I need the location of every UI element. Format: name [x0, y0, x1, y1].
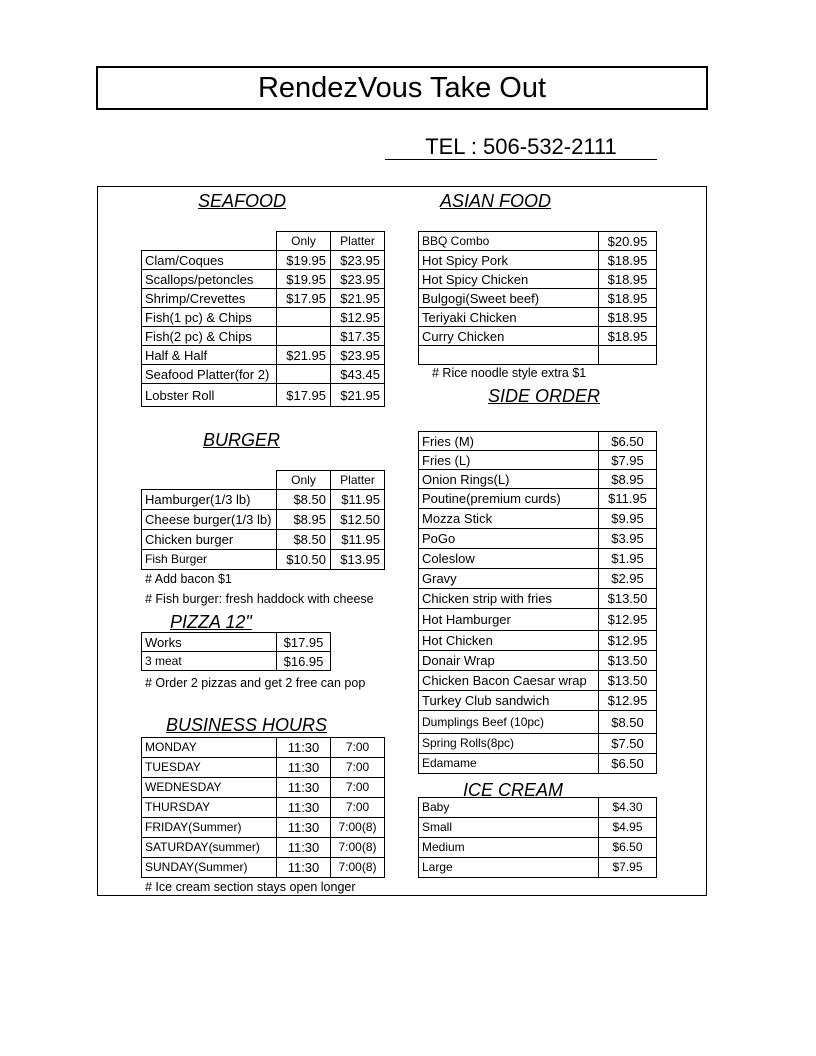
- table-row: [419, 529, 657, 549]
- item-price: $8.95: [599, 470, 657, 489]
- open-time: 11:30: [277, 778, 331, 798]
- asian-food-table: [418, 231, 657, 365]
- day-name: MONDAY: [142, 738, 277, 758]
- item-name: Hot Spicy Chicken: [419, 270, 599, 289]
- item-name: Large: [419, 858, 599, 878]
- table-row: [419, 858, 657, 878]
- item-name: Lobster Roll: [142, 384, 277, 407]
- table-row: [142, 327, 385, 346]
- day-name: TUESDAY: [142, 758, 277, 778]
- only-price: $21.95: [277, 346, 331, 365]
- item-name: Teriyaki Chicken: [419, 308, 599, 327]
- table-row: [419, 818, 657, 838]
- col-only: Only: [277, 471, 331, 490]
- item-name: Bulgogi(Sweet beef): [419, 289, 599, 308]
- table-row: [142, 738, 385, 758]
- item-name: Hamburger(1/3 lb): [142, 490, 277, 510]
- close-time: 7:00(8): [331, 838, 385, 858]
- table-row: [142, 838, 385, 858]
- item-name: Turkey Club sandwich: [419, 691, 599, 711]
- item-name: PoGo: [419, 529, 599, 549]
- item-name: Fish Burger: [142, 550, 277, 570]
- item-name: Dumplings Beef (10pc): [419, 711, 599, 734]
- item-price: $3.95: [599, 529, 657, 549]
- open-time: 11:30: [277, 738, 331, 758]
- asian-note: # Rice noodle style extra $1: [432, 366, 587, 380]
- only-price: $8.50: [277, 530, 331, 550]
- table-row: [142, 778, 385, 798]
- item-price: $18.95: [599, 289, 657, 308]
- item-name: Gravy: [419, 569, 599, 589]
- item-price: $18.95: [599, 327, 657, 346]
- seafood-table: [141, 231, 385, 407]
- item-price: $7.95: [599, 858, 657, 878]
- platter-price: $13.95: [331, 550, 385, 570]
- ice-cream-title: ICE CREAM: [463, 781, 564, 797]
- item-name: Shrimp/Crevettes: [142, 289, 277, 308]
- open-time: 11:30: [277, 818, 331, 838]
- item-price: $8.50: [599, 711, 657, 734]
- close-time: 7:00: [331, 778, 385, 798]
- only-price: $8.50: [277, 490, 331, 510]
- item-price: $6.50: [599, 838, 657, 858]
- table-row: [419, 308, 657, 327]
- table-row: [142, 530, 385, 550]
- day-name: THURSDAY: [142, 798, 277, 818]
- table-row: [142, 384, 385, 407]
- open-time: 11:30: [277, 798, 331, 818]
- item-price: $4.95: [599, 818, 657, 838]
- seafood-header-row: [142, 232, 385, 251]
- item-price: $18.95: [599, 270, 657, 289]
- table-row: [419, 711, 657, 734]
- item-name: 3 meat: [142, 652, 277, 671]
- item-name: Hot Chicken: [419, 631, 599, 651]
- close-time: 7:00: [331, 758, 385, 778]
- platter-price: $43.45: [331, 365, 385, 384]
- table-row: [419, 609, 657, 631]
- item-price: $16.95: [277, 652, 331, 671]
- item-name: Hot Hamburger: [419, 609, 599, 631]
- item-price: $18.95: [599, 308, 657, 327]
- platter-price: $11.95: [331, 490, 385, 510]
- table-row: [419, 838, 657, 858]
- only-price: $17.95: [277, 289, 331, 308]
- item-price: [599, 346, 657, 365]
- pizza-table: [141, 632, 331, 671]
- table-row: [142, 490, 385, 510]
- table-row: [142, 270, 385, 289]
- item-name: Cheese burger(1/3 lb): [142, 510, 277, 530]
- burger-note-bacon: # Add bacon $1: [145, 572, 232, 586]
- table-row: [142, 633, 331, 652]
- table-row: [419, 734, 657, 754]
- item-name: Poutine(premium curds): [419, 489, 599, 509]
- table-row: [419, 232, 657, 251]
- only-price: [277, 308, 331, 327]
- table-row: [419, 489, 657, 509]
- table-row: [419, 549, 657, 569]
- only-price: $8.95: [277, 510, 331, 530]
- table-row: [142, 251, 385, 270]
- table-row: [419, 691, 657, 711]
- item-name: Mozza Stick: [419, 509, 599, 529]
- table-row: [142, 652, 331, 671]
- platter-price: $23.95: [331, 346, 385, 365]
- open-time: 11:30: [277, 858, 331, 878]
- item-price: $12.95: [599, 691, 657, 711]
- table-row: [419, 509, 657, 529]
- table-row: [142, 550, 385, 570]
- item-name: [419, 346, 599, 365]
- item-price: $7.50: [599, 734, 657, 754]
- table-row: [419, 671, 657, 691]
- col-platter: Platter: [331, 232, 385, 251]
- table-row: [419, 754, 657, 774]
- platter-price: $12.95: [331, 308, 385, 327]
- platter-price: $21.95: [331, 289, 385, 308]
- item-price: $9.95: [599, 509, 657, 529]
- item-name: Fries (L): [419, 451, 599, 470]
- table-row: [419, 470, 657, 489]
- day-name: SUNDAY(Summer): [142, 858, 277, 878]
- item-name: Baby: [419, 798, 599, 818]
- platter-price: $11.95: [331, 530, 385, 550]
- only-price: $19.95: [277, 251, 331, 270]
- table-row: [142, 818, 385, 838]
- burger-title: BURGER: [203, 430, 281, 450]
- side-order-table: [418, 431, 657, 774]
- hours-note: # Ice cream section stays open longer: [145, 880, 356, 894]
- item-name: Chicken Bacon Caesar wrap: [419, 671, 599, 691]
- only-price: $17.95: [277, 384, 331, 407]
- table-row: [419, 346, 657, 365]
- table-row: [142, 758, 385, 778]
- table-row: [419, 798, 657, 818]
- item-name: Fries (M): [419, 432, 599, 451]
- item-name: Coleslow: [419, 549, 599, 569]
- ice-cream-table: [418, 797, 657, 878]
- close-time: 7:00(8): [331, 818, 385, 838]
- platter-price: $21.95: [331, 384, 385, 407]
- item-name: Works: [142, 633, 277, 652]
- platter-price: $23.95: [331, 270, 385, 289]
- only-price: [277, 365, 331, 384]
- table-row: [142, 365, 385, 384]
- seafood-title: SEAFOOD: [198, 191, 287, 211]
- restaurant-name: RendezVous Take Out: [257, 71, 547, 104]
- item-name: Onion Rings(L): [419, 470, 599, 489]
- item-price: $17.95: [277, 633, 331, 652]
- item-name: Hot Spicy Pork: [419, 251, 599, 270]
- item-price: $6.50: [599, 754, 657, 774]
- item-price: $18.95: [599, 251, 657, 270]
- pizza-title: PIZZA 12": [170, 612, 252, 632]
- table-row: [419, 289, 657, 308]
- close-time: 7:00: [331, 738, 385, 758]
- table-row: [142, 289, 385, 308]
- table-row: [142, 798, 385, 818]
- pizza-note: # Order 2 pizzas and get 2 free can pop: [145, 676, 366, 690]
- item-price: $20.95: [599, 232, 657, 251]
- page-title: [96, 66, 708, 110]
- item-price: $13.50: [599, 671, 657, 691]
- platter-price: $12.50: [331, 510, 385, 530]
- item-name: Seafood Platter(for 2): [142, 365, 277, 384]
- platter-price: $23.95: [331, 251, 385, 270]
- business-hours-title: BUSINESS HOURS: [166, 715, 328, 735]
- item-name: Small: [419, 818, 599, 838]
- table-row: [419, 432, 657, 451]
- item-name: BBQ Combo: [419, 232, 599, 251]
- item-name: Scallops/petoncles: [142, 270, 277, 289]
- item-price: $6.50: [599, 432, 657, 451]
- table-row: [419, 631, 657, 651]
- day-name: WEDNESDAY: [142, 778, 277, 798]
- table-row: [419, 327, 657, 346]
- table-row: [419, 589, 657, 609]
- phone-number: TEL : 506-532-2111: [385, 135, 657, 160]
- table-row: [419, 270, 657, 289]
- item-name: Chicken strip with fries: [419, 589, 599, 609]
- table-row: [142, 346, 385, 365]
- table-row: [419, 451, 657, 470]
- business-hours-table: [141, 737, 385, 878]
- table-row: [142, 308, 385, 327]
- blank-cell: [142, 232, 277, 251]
- burger-table: [141, 470, 385, 570]
- open-time: 11:30: [277, 758, 331, 778]
- item-name: Clam/Coques: [142, 251, 277, 270]
- item-price: $12.95: [599, 631, 657, 651]
- day-name: SATURDAY(summer): [142, 838, 277, 858]
- item-name: Fish(1 pc) & Chips: [142, 308, 277, 327]
- platter-price: $17.35: [331, 327, 385, 346]
- table-row: [419, 651, 657, 671]
- item-name: Medium: [419, 838, 599, 858]
- table-row: [419, 569, 657, 589]
- item-name: Fish(2 pc) & Chips: [142, 327, 277, 346]
- item-price: $1.95: [599, 549, 657, 569]
- table-row: [142, 510, 385, 530]
- day-name: FRIDAY(Summer): [142, 818, 277, 838]
- item-name: Chicken burger: [142, 530, 277, 550]
- item-price: $13.50: [599, 651, 657, 671]
- col-only: Only: [277, 232, 331, 251]
- close-time: 7:00(8): [331, 858, 385, 878]
- item-name: Edamame: [419, 754, 599, 774]
- item-price: $2.95: [599, 569, 657, 589]
- only-price: [277, 327, 331, 346]
- open-time: 11:30: [277, 838, 331, 858]
- asian-food-title: ASIAN FOOD: [440, 191, 552, 211]
- item-price: $13.50: [599, 589, 657, 609]
- item-name: Spring Rolls(8pc): [419, 734, 599, 754]
- item-price: $7.95: [599, 451, 657, 470]
- item-price: $12.95: [599, 609, 657, 631]
- table-row: [142, 858, 385, 878]
- close-time: 7:00: [331, 798, 385, 818]
- item-price: $4.30: [599, 798, 657, 818]
- burger-header-row: [142, 471, 385, 490]
- table-row: [419, 251, 657, 270]
- only-price: $10.50: [277, 550, 331, 570]
- item-name: Donair Wrap: [419, 651, 599, 671]
- only-price: $19.95: [277, 270, 331, 289]
- item-name: Curry Chicken: [419, 327, 599, 346]
- burger-note-fish: # Fish burger: fresh haddock with cheese: [145, 592, 374, 606]
- item-name: Half & Half: [142, 346, 277, 365]
- col-platter: Platter: [331, 471, 385, 490]
- item-price: $11.95: [599, 489, 657, 509]
- blank-cell: [142, 471, 277, 490]
- side-order-title: SIDE ORDER: [488, 386, 601, 406]
